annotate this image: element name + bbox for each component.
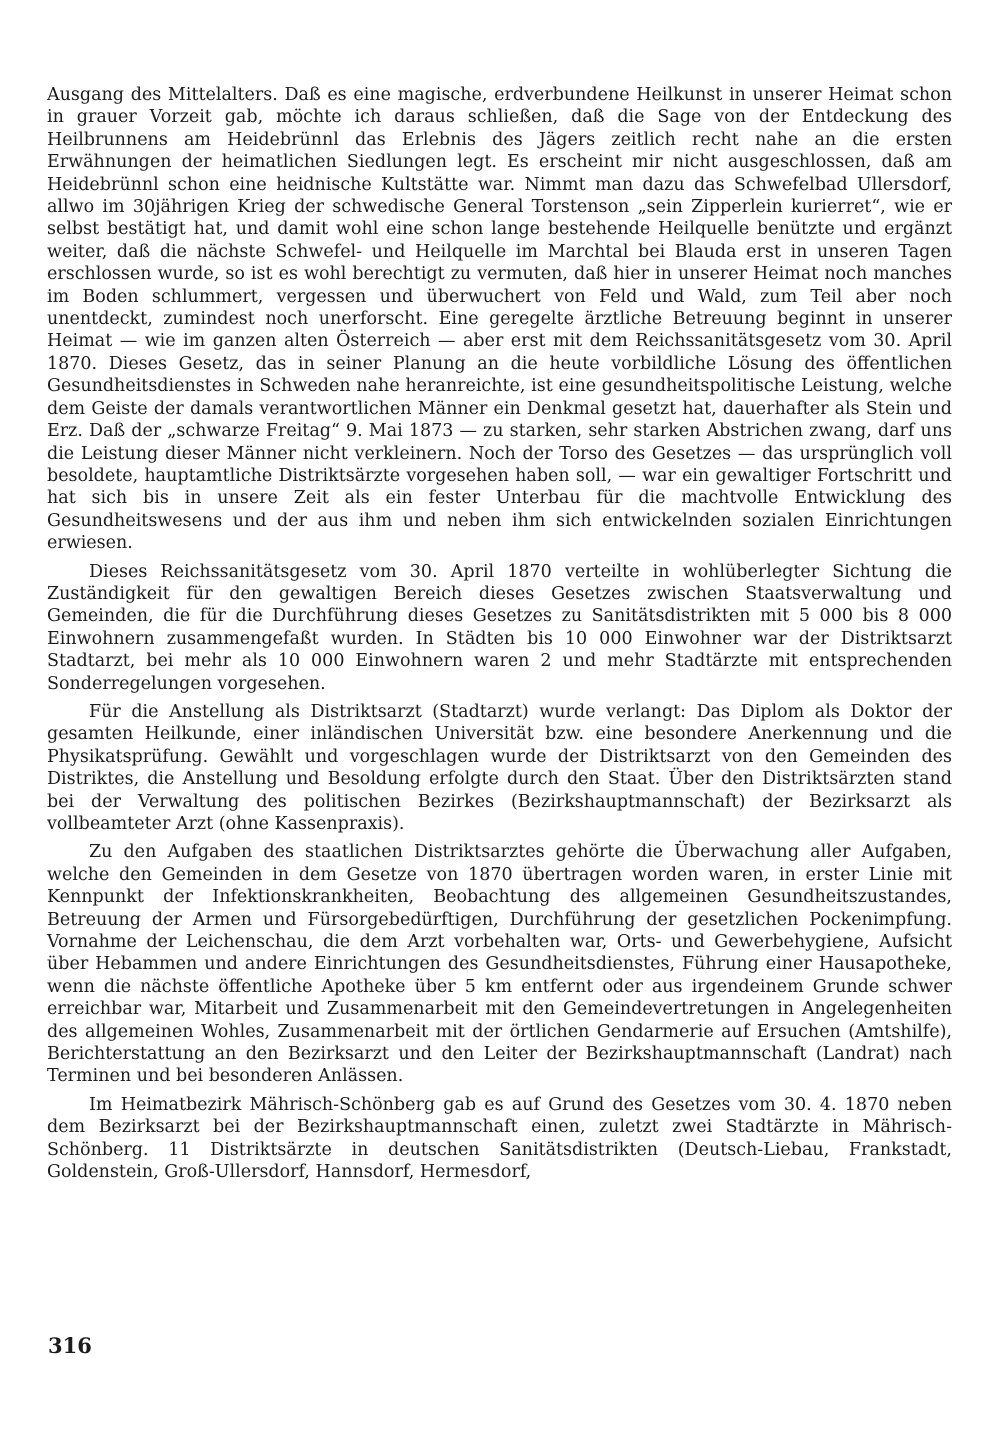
page-number: 316 (48, 1333, 92, 1358)
paragraph-1: Ausgang des Mittelalters. Daß es eine magische, erdverbundene Heilkunst in unserer Heimat schon in grauer Vorzeit gab, möchte ich daraus schließen, daß die Sage von der Entdeckung des Heilbrunnens am Heidebrünnl das Erlebnis des Jägers zeitlich recht nahe an die ersten Erwähnungen der heimatlichen Siedlungen legt. Es erscheint mir nicht ausgeschlossen, daß am Heidebrünnl schon eine heidnische Kultstätte war. Nimmt man dazu das Schwefelbad Ullersdorf, allwo im 30jährigen Krieg der schwedische General Torstenson „sein Zipperlein kurierret“, wie er selbst bestätigt hat, und damit wohl eine schon lange bestehende Heilquelle benützte und ergänzt weiter, daß die nächste Schwefel- und Heilquelle im Marchtal bei Blauda erst in unseren Tagen erschlossen wurde, so ist es wohl berechtigt zu vermuten, daß hier in unserer Heimat noch manches im Boden schlummert, vergessen und überwuchert von Feld und Wald, zum Teil aber noch unentdeckt, zumindest noch unerforscht. Eine geregelte ärztliche Betreuung beginnt in unserer Heimat — wie im ganzen alten Österreich — aber erst mit dem Reichssanitätsgesetz vom 30. April 1870. Dieses Gesetz, das in seiner Planung an die heute vorbildliche Lösung des öffentlichen Gesundheitsdienstes in Schweden nahe heranreichte, ist eine gesundheitspolitische Leistung, welche dem Geiste der damals verantwortlichen Männer ein Denkmal gesetzt hat, dauerhafter als Stein und Erz. Daß der „schwarze Freitag“ 9. Mai 1873 — zu starken, sehr starken Abstrichen zwang, darf uns die Leistung dieser Männer nicht verkleinern. Noch der Torso des Gesetzes — das ursprünglich voll besoldete, hauptamtliche Distriktsärzte vorgesehen haben soll, — war ein gewaltiger Fortschritt und hat sich bis in unsere Zeit als ein fester Unterbau für die machtvolle Entwicklung des Gesundheitswesens und der aus ihm und neben ihm sich entwickelnden sozialen Einrichtungen erwiesen. (47, 85, 952, 554)
paragraph-2: Dieses Reichssanitätsgesetz vom 30. April 1870 verteilte in wohlüberlegter Sichtung die Zuständigkeit für den gewaltigen Bereich dieses Gesetzes zwischen Staatsverwaltung und Gemeinden, die für die Durchführung dieses Gesetzes zu Sanitätsdistrikten mit 5 000 bis 8 000 Einwohnern zusammengefaßt wurden. In Städten bis 10 000 Einwohner war der Distriktsarzt Stadtarzt, bei mehr als 10 000 Einwohnern waren 2 und mehr Stadtärzte mit entsprechenden Sonderregelungen vorgesehen. (47, 561, 952, 694)
paragraph-3: Für die Anstellung als Distriktsarzt (Stadtarzt) wurde verlangt: Das Diplom als Doktor der gesamten Heilkunde, einer inländischen Universität bzw. eine besondere Anerkennung und die Physikatsprüfung. Gewählt und vorgeschlagen wurde der Distriktsarzt von den Gemeinden des Distriktes, die Anstellung und Besoldung erfolgte durch den Staat. Über den Distriktsärzten stand bei der Verwaltung des politischen Bezirkes (Bezirkshauptmannschaft) der Bezirksarzt als vollbeamteter Arzt (ohne Kassenpraxis). (47, 701, 952, 834)
page-body (47, 84, 952, 1190)
paragraph-5: Im Heimatbezirk Mährisch-Schönberg gab es auf Grund des Gesetzes vom 30. 4. 1870 neben dem Bezirksarzt bei der Bezirkshauptmannschaft einen, zuletzt zwei Stadtärzte in Mährisch-Schönberg. 11 Distriktsärzte in deutschen Sanitätsdistrikten (Deutsch-Liebau, Frankstadt, Goldenstein, Groß-Ullersdorf, Hannsdorf, Hermesdorf, (47, 1094, 952, 1183)
paragraph-4: Zu den Aufgaben des staatlichen Distriktsarztes gehörte die Überwachung aller Aufgaben, welche den Gemeinden in dem Gesetze von 1870 übertragen worden waren, in erster Linie mit Kennpunkt der Infektionskrankheiten, Beobachtung des allgemeinen Gesundheitszustandes, Betreuung der Armen und Fürsorgebedürftigen, Durchführung der gesetzlichen Pockenimpfung. Vornahme der Leichenschau, die dem Arzt vorbehalten war, Orts- und Gewerbehygiene, Aufsicht über Hebammen und andere Einrichtungen des Gesundheitsdienstes, Führung einer Hausapotheke, wenn die nächste öffentliche Apotheke über 5 km entfernt oder aus irgendeinem Grunde schwer erreichbar war, Mitarbeit und Zusammenarbeit mit den Gemeindevertretungen in Angelegenheiten des allgemeinen Wohles, Zusammenarbeit mit der örtlichen Gendarmerie auf Ersuchen (Amtshilfe), Berichterstattung an den Bezirksarzt und den Leiter der Bezirkshauptmannschaft (Landrat) nach Terminen und bei besonderen Anlässen. (47, 842, 952, 1087)
